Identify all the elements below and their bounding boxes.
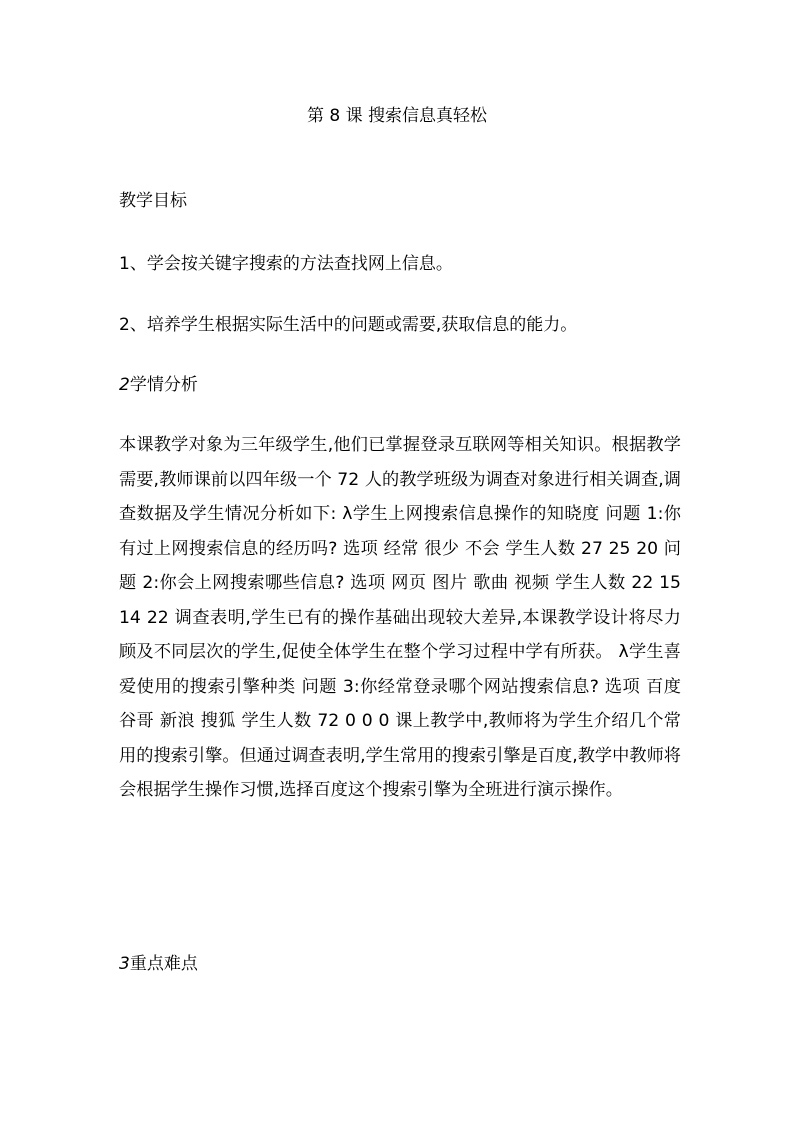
lesson-title: 第 8 课 搜索信息真轻松 bbox=[306, 106, 488, 126]
teaching-goal-1: 1、学会按关键字搜索的方法查找网上信息。 bbox=[119, 254, 453, 274]
section-heading-student-analysis bbox=[119, 373, 689, 397]
teaching-goal-2: 2、培养学生根据实际生活中的问题或需要,获取信息的能力。 bbox=[119, 315, 578, 335]
section-heading-key-difficulties bbox=[119, 952, 689, 976]
student-analysis-paragraph: 本课教学对象为三年级学生,他们已掌握登录互联网等相关知识。根据教学需要,教师课前以四年级一个 72 人的教学班级为调查对象进行相关调查,调查数据及学生情况分析如下: λ学生上网搜索信息操作的知晓度 问题 1:你有过上网搜索信息的经历吗? 选项 经常 很少 不会 学生人数 27 25 20 问题 2:你会上网搜索哪些信息? 选项 网页 图片 歌曲 视频 学生人数 22 15 14 22 调查表明,学生已有的操作基础出现较大差异,本课教学设计将尽力顾及不同层次的学生,促使全体学生在整个学习过程中学有所获。 λ学生喜爱使用的搜索引擎种类 问题 3:你经常登录哪个网站搜索信息? 选项 百度 谷哥 新浪 搜狐 学生人数 72 0 0 0 课上教学中,教师将为学生介绍几个常用的搜索引擎。但通过调查表明,学生常用的搜索引擎是百度,教学中教师将会根据学生操作习惯,选择百度这个搜索引擎为全班进行演示操作。 bbox=[119, 435, 681, 800]
section-heading-teaching-goals: 教学目标 bbox=[119, 191, 187, 211]
section-number: 2 bbox=[119, 375, 130, 395]
section-heading-text: 重点难点 bbox=[129, 954, 198, 974]
section-heading-text: 学情分析 bbox=[129, 375, 198, 395]
section-number: 3 bbox=[119, 954, 130, 974]
